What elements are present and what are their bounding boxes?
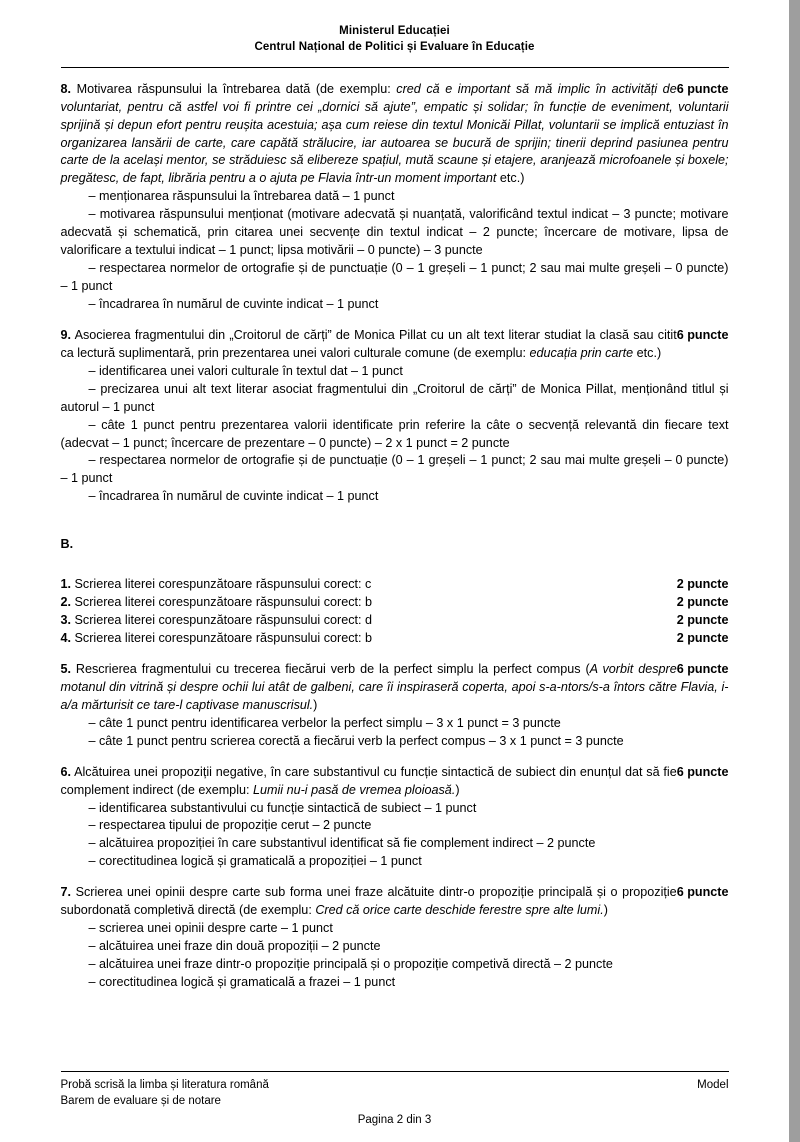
section-b-item-4-label: Scrierea literei corespunzătoare răspunsului corect: b — [74, 631, 373, 646]
item-9-stem-italic: educația prin carte — [529, 345, 634, 360]
item-8-number: 8. — [60, 81, 72, 96]
footer-content — [61, 1072, 729, 1128]
section-b-item-6-bullet-2: – respectarea tipului de propoziție cerut – 2 puncte — [88, 818, 372, 833]
document-footer — [0, 1071, 789, 1128]
section-b-item-6-bullet-4: – corectitudinea logică și gramaticală a propoziției – 1 punct — [88, 854, 422, 869]
item-8-bullet-3: – respectarea normelor de ortografie și de punctuație (0 – 1 greșeli – 1 punct; 2 sau mai multe greșeli – 0 puncte) – 1 punct — [60, 261, 729, 294]
section-b-item-5-bullet-2: – câte 1 punct pentru scrierea corectă a fiecărui verb la perfect compus – 3 x 1 punct = 3 puncte — [88, 733, 624, 748]
section-b-item-6-number: 6. — [60, 764, 72, 779]
item-9-bullet-4: – respectarea normelor de ortografie și de punctuație (0 – 1 greșeli – 1 punct; 2 sau mai multe greșeli – 0 puncte) – 1 punct — [60, 453, 729, 486]
footer-barem: Barem de evaluare și de notare — [60, 1095, 221, 1108]
section-b-item-6-bullet-1: – identificarea substantivului cu funcție sintactică de subiect – 1 punct — [88, 800, 477, 815]
section-b-item-7-stem — [61, 884, 729, 920]
section-b-letter: B. — [60, 537, 74, 552]
header-ministry: Ministerul Educației — [339, 25, 450, 37]
item-8-bullet-2: – motivarea răspunsului menționat (motivare adecvată și nuanțată, valorificând textul indicat – 3 puncte; motivare adecvată și schematică, prin citarea unei secvențe din textul indicat – 2 puncte; încercare de motivare, lipsa de valorificare a textului indicat – 1 punct; lipsa motivării – 0 puncte) – 3 puncte — [60, 207, 729, 258]
item-9-stem-plain-1: Asocierea fragmentului din „Croitorul de cărți” de Monica Pillat cu un alt text literar studiat la clasă sau citit ca lectură suplimentară, prin prezentarea unei valori culturale comune (de exemplu: — [60, 327, 677, 360]
section-b-item-7-bullet-2: – alcătuirea unei fraze din două propoziții – 2 puncte — [88, 939, 381, 954]
section-b-item-3-text — [61, 612, 373, 630]
section-b-item-2 — [61, 594, 729, 612]
section-b-item-7-stem-plain-1: Scrierea unei opinii despre carte sub forma unei fraze alcătuite dintr-o propoziție principală și o propoziție subordonată completivă directă (de exemplu: — [60, 885, 677, 918]
spacer — [61, 554, 729, 576]
section-b-item-5-stem-italic: A vorbit despre motanul din vitrină și despre ochii lui atât de galbeni, care îi inspiraseră coperta, apoi s-a-ntors/s-a întors către Flavia, i-a/a mărturisit ce tare-l captivase manuscrisul. — [60, 661, 729, 712]
section-b-item-6-bullet-3: – alcătuirea propoziției în care substantivul identificat să fie complement indirect – 2 puncte — [88, 836, 596, 851]
section-b-item-2-text — [61, 594, 373, 612]
section-b-item-4-number: 4. — [60, 631, 72, 646]
item-9-bullet-3: – câte 1 punct pentru prezentarea valorii identificate prin referire la câte o secvență relevantă din fiecare text (adecvat – 1 punct; încercare de prezentare – 0 puncte) – 2 x 1 punct = 2 puncte — [60, 417, 729, 450]
item-8-stem-plain-1: Motivarea răspunsului la întrebarea dată (de exemplu: — [71, 81, 397, 96]
section-b-item-7-stem-italic: Cred că orice carte deschide ferestre spre alte lumi. — [315, 903, 604, 918]
item-8-bullet-4: – încadrarea în numărul de cuvinte indicat – 1 punct — [88, 296, 379, 311]
section-b-item-7-bullet-3: – alcătuirea unei fraze dintr-o propoziție principală și o propoziție competivă directă – 2 puncte — [88, 957, 613, 972]
spacer — [61, 68, 729, 81]
section-b-item-5-stem-plain-2: ) — [313, 697, 318, 712]
spacer — [61, 751, 729, 764]
section-b-item-3 — [61, 612, 729, 630]
footer-row-1 — [61, 1077, 729, 1093]
section-b-item-1-number: 1. — [60, 577, 72, 592]
item-8-stem-plain-2: etc.) — [496, 171, 525, 186]
document-content — [61, 68, 729, 992]
section-b-item-2-points: 2 puncte — [676, 595, 729, 610]
footer-subject: Probă scrisă la limba și literatura română — [60, 1079, 269, 1092]
section-b-item-3-number: 3. — [60, 613, 72, 628]
document-header — [0, 0, 789, 56]
header-center: Centrul Național de Politici și Evaluare în Educație — [254, 40, 535, 53]
section-b-item-1-label: Scrierea literei corespunzătoare răspunsului corect: c — [74, 577, 372, 592]
section-b-item-2-label: Scrierea literei corespunzătoare răspunsului corect: b — [74, 595, 373, 610]
section-b-item-7-bullet-4: – corectitudinea logică și gramaticală a frazei – 1 punct — [88, 974, 396, 989]
spacer — [61, 871, 729, 884]
section-b-item-6-stem-italic: Lumii nu-i pasă de vremea ploioasă. — [253, 782, 456, 797]
section-b-item-4-text — [61, 630, 373, 648]
item-9-bullet-2: – precizarea unui alt text literar asociat fragmentului din „Croitorul de cărți” de Monica Pillat, menționând titlul și autorul – 1 punct — [60, 381, 729, 414]
section-b-item-4 — [61, 630, 729, 648]
section-b-item-6-stem-plain-2: ) — [455, 782, 460, 797]
section-b-item-1 — [61, 576, 729, 594]
section-b-item-5-stem-plain-1: Rescrierea fragmentului cu trecerea fiecărui verb de la perfect simplu la perfect compus ( — [71, 661, 590, 676]
item-8-stem-italic: cred că e important să mă implic în activități de voluntariat, pentru că astfel voi fi printre cei „dornici să ajute”, empatic și solidar; în funcție de eveniment, voluntarii sprijină și depun efort pentru reușita acestuia; așa cum reiese din textul Monicăi Pillat, voluntarii se implică entuziast în organizarea lansării de carte, care capătă strălucire, iar autoarea se bucură de sprijin; tinerii deprind pasiunea pentru carte de la același mentor, se străduiesc să elibereze spațiul, mută scaune și etajere, aranjează microfoanele și boxele; pregătesc, de fapt, librăria pentru a o ajuta pe Flavia într-un moment important — [60, 81, 729, 186]
section-b-item-1-points: 2 puncte — [676, 577, 729, 592]
spacer — [61, 506, 729, 536]
item-8-bullet-1: – menționarea răspunsului la întrebarea dată – 1 punct — [88, 189, 395, 204]
item-8-points: 6 puncte — [676, 81, 729, 96]
section-b-item-5-bullet-1: – câte 1 punct pentru identificarea verbelor la perfect simplu – 3 x 1 punct = 3 puncte — [88, 715, 561, 730]
item-8-stem — [61, 81, 729, 189]
spacer — [61, 314, 729, 327]
item-9-number: 9. — [60, 327, 72, 342]
page-edge-shadow — [789, 0, 800, 1142]
section-b-item-6-points: 6 puncte — [676, 764, 729, 779]
section-b-item-1-text — [61, 576, 372, 594]
section-b-item-3-label: Scrierea literei corespunzătoare răspunsului corect: d — [74, 613, 373, 628]
section-b-item-6-stem — [61, 764, 729, 800]
section-b-item-5-stem — [61, 661, 729, 715]
item-9-stem — [61, 327, 729, 363]
item-9-bullet-5: – încadrarea în numărul de cuvinte indicat – 1 punct — [88, 489, 379, 504]
item-9-stem-plain-2: etc.) — [633, 345, 662, 360]
footer-variant: Model — [697, 1079, 729, 1092]
section-b-item-4-points: 2 puncte — [676, 631, 729, 646]
section-b-item-2-number: 2. — [60, 595, 72, 610]
item-9-points: 6 puncte — [676, 327, 729, 342]
section-b-item-5-number: 5. — [60, 661, 72, 676]
section-b-item-7-points: 6 puncte — [676, 885, 729, 900]
footer-page-number: Pagina 2 din 3 — [357, 1113, 432, 1126]
spacer — [61, 648, 729, 661]
item-9-bullet-1: – identificarea unei valori culturale în textul dat – 1 punct — [88, 363, 403, 378]
section-b-item-7-bullet-1: – scrierea unei opinii despre carte – 1 punct — [88, 921, 333, 936]
section-b-item-3-points: 2 puncte — [676, 613, 729, 628]
section-b-item-7-number: 7. — [60, 885, 72, 900]
section-b-item-5-points: 6 puncte — [676, 661, 729, 676]
section-b-item-6-stem-plain-1: Alcătuirea unei propoziții negative, în care substantivul cu funcție sintactică de subiect din enunțul dat să fie complement indirect (de exemplu: — [60, 764, 677, 797]
section-b-item-7-stem-plain-2: ) — [603, 903, 608, 918]
